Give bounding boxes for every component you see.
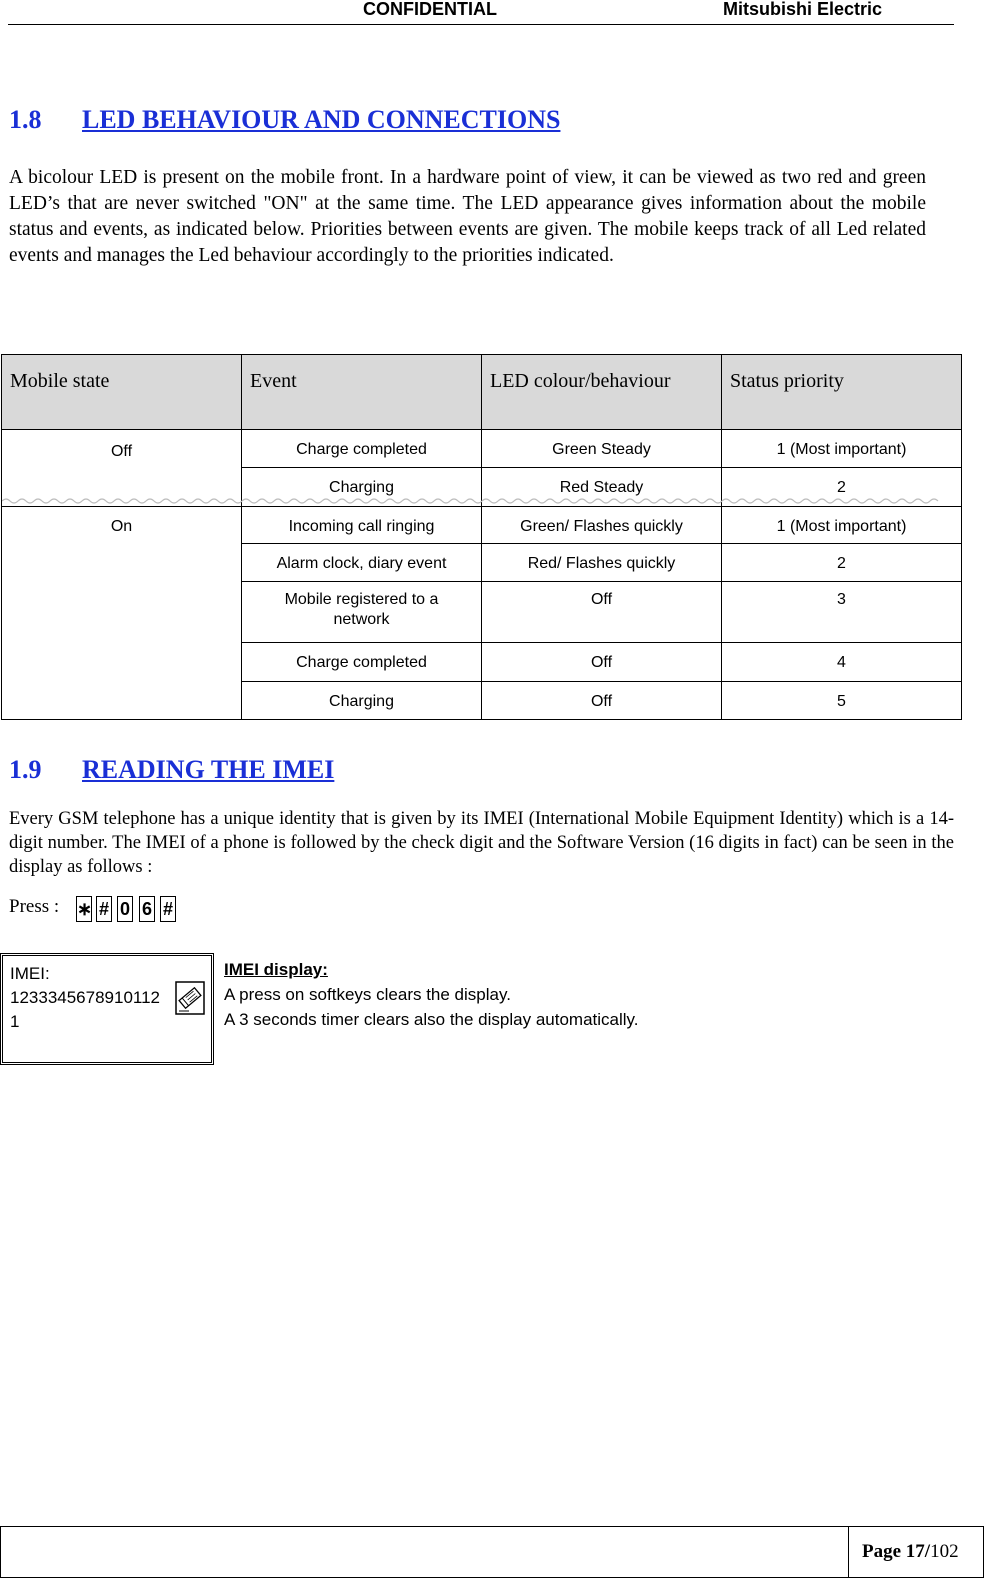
event-cell: Alarm clock, diary event: [242, 544, 482, 582]
key-hash-2: #: [160, 896, 176, 922]
led-intro-paragraph: A bicolour LED is present on the mobile front. In a hardware point of view, it can be viewed as two red and green LED’s that are never switched "ON" at the same time. The LED appearance gives information about the mobile status and events, as indicated below. Priorities between events are given. The mobile keeps track of all Led related events and manages the Led behaviour accordingly to the priorities indicated.: [9, 167, 926, 266]
priority-cell: 2: [722, 468, 962, 507]
priority-cell: 1 (Most important): [722, 430, 962, 468]
section-heading-1-9: [9, 755, 334, 785]
page-number: [862, 1541, 959, 1563]
header-company: Mitsubishi Electric: [723, 0, 883, 19]
imei-intro-paragraph: Every GSM telephone has a unique identity that is given by its IMEI (International Mobile Equipment Identity) which is a 14-digit number. The IMEI of a phone is followed by the check digit and the Software Version (16 digits in fact) can be seen in the display as follows :: [9, 809, 954, 877]
header-confidential: CONFIDENTIAL: [363, 0, 497, 19]
key-hash: #: [96, 896, 112, 922]
handset-eraser-icon: [175, 981, 205, 1015]
key-six: 6: [139, 896, 155, 922]
section-number: 1.9: [9, 755, 42, 784]
led-cell: Red Steady: [482, 468, 722, 507]
key-star: ∗: [76, 896, 92, 922]
led-cell: Green/ Flashes quickly: [482, 507, 722, 544]
imei-digit: 1: [10, 1012, 20, 1031]
imei-number: 1233345678910112: [10, 988, 161, 1007]
header-rule: [8, 24, 954, 25]
event-cell: Charge completed: [242, 643, 482, 682]
priority-cell: 5: [722, 682, 962, 720]
imei-label: IMEI:: [10, 964, 50, 983]
imei-note-line1: A press on softkeys clears the display.: [224, 985, 511, 1004]
priority-cell: 1 (Most important): [722, 507, 962, 544]
page-break-wave: [2, 497, 960, 505]
state-off: Off: [2, 430, 242, 507]
footer-box: [0, 1526, 984, 1578]
event-cell: Incoming call ringing: [242, 507, 482, 544]
priority-cell: 2: [722, 544, 962, 582]
priority-cell: 4: [722, 643, 962, 682]
event-cell: Charging: [242, 682, 482, 720]
led-cell: Off: [482, 643, 722, 682]
header-priority: Status priority: [722, 355, 962, 430]
event-cell-text: Mobile registered to a network: [284, 591, 439, 628]
press-label: Press :: [9, 896, 60, 917]
priority-cell: 3: [722, 582, 962, 643]
led-cell: Off: [482, 682, 722, 720]
page-total: 102: [930, 1541, 959, 1562]
footer-divider: [848, 1526, 849, 1578]
imei-note-title: IMEI display:: [224, 960, 328, 979]
event-cell: [242, 582, 482, 643]
imei-display-box: [0, 953, 214, 1065]
table-header-row: [2, 355, 962, 430]
header-mobile-state: Mobile state: [2, 355, 242, 430]
imei-note-line2: A 3 seconds timer clears also the display automatically.: [224, 1010, 639, 1029]
event-cell: Charge completed: [242, 430, 482, 468]
section-title: LED BEHAVIOUR AND CONNECTIONS: [82, 105, 561, 134]
led-cell: Off: [482, 582, 722, 643]
table-row: [2, 430, 962, 468]
led-behaviour-table: [1, 354, 962, 720]
event-cell: Charging: [242, 468, 482, 507]
section-number: 1.8: [9, 105, 42, 134]
section-title: READING THE IMEI: [82, 755, 335, 784]
header-event: Event: [242, 355, 482, 430]
imei-note: [224, 957, 639, 1032]
key-zero: 0: [117, 896, 133, 922]
header-led: LED colour/behaviour: [482, 355, 722, 430]
led-cell: Green Steady: [482, 430, 722, 468]
page-label: Page 17/: [862, 1541, 931, 1562]
section-heading-1-8: [9, 105, 560, 135]
table-row: [2, 507, 962, 544]
led-cell: Red/ Flashes quickly: [482, 544, 722, 582]
state-on: On: [2, 507, 242, 720]
